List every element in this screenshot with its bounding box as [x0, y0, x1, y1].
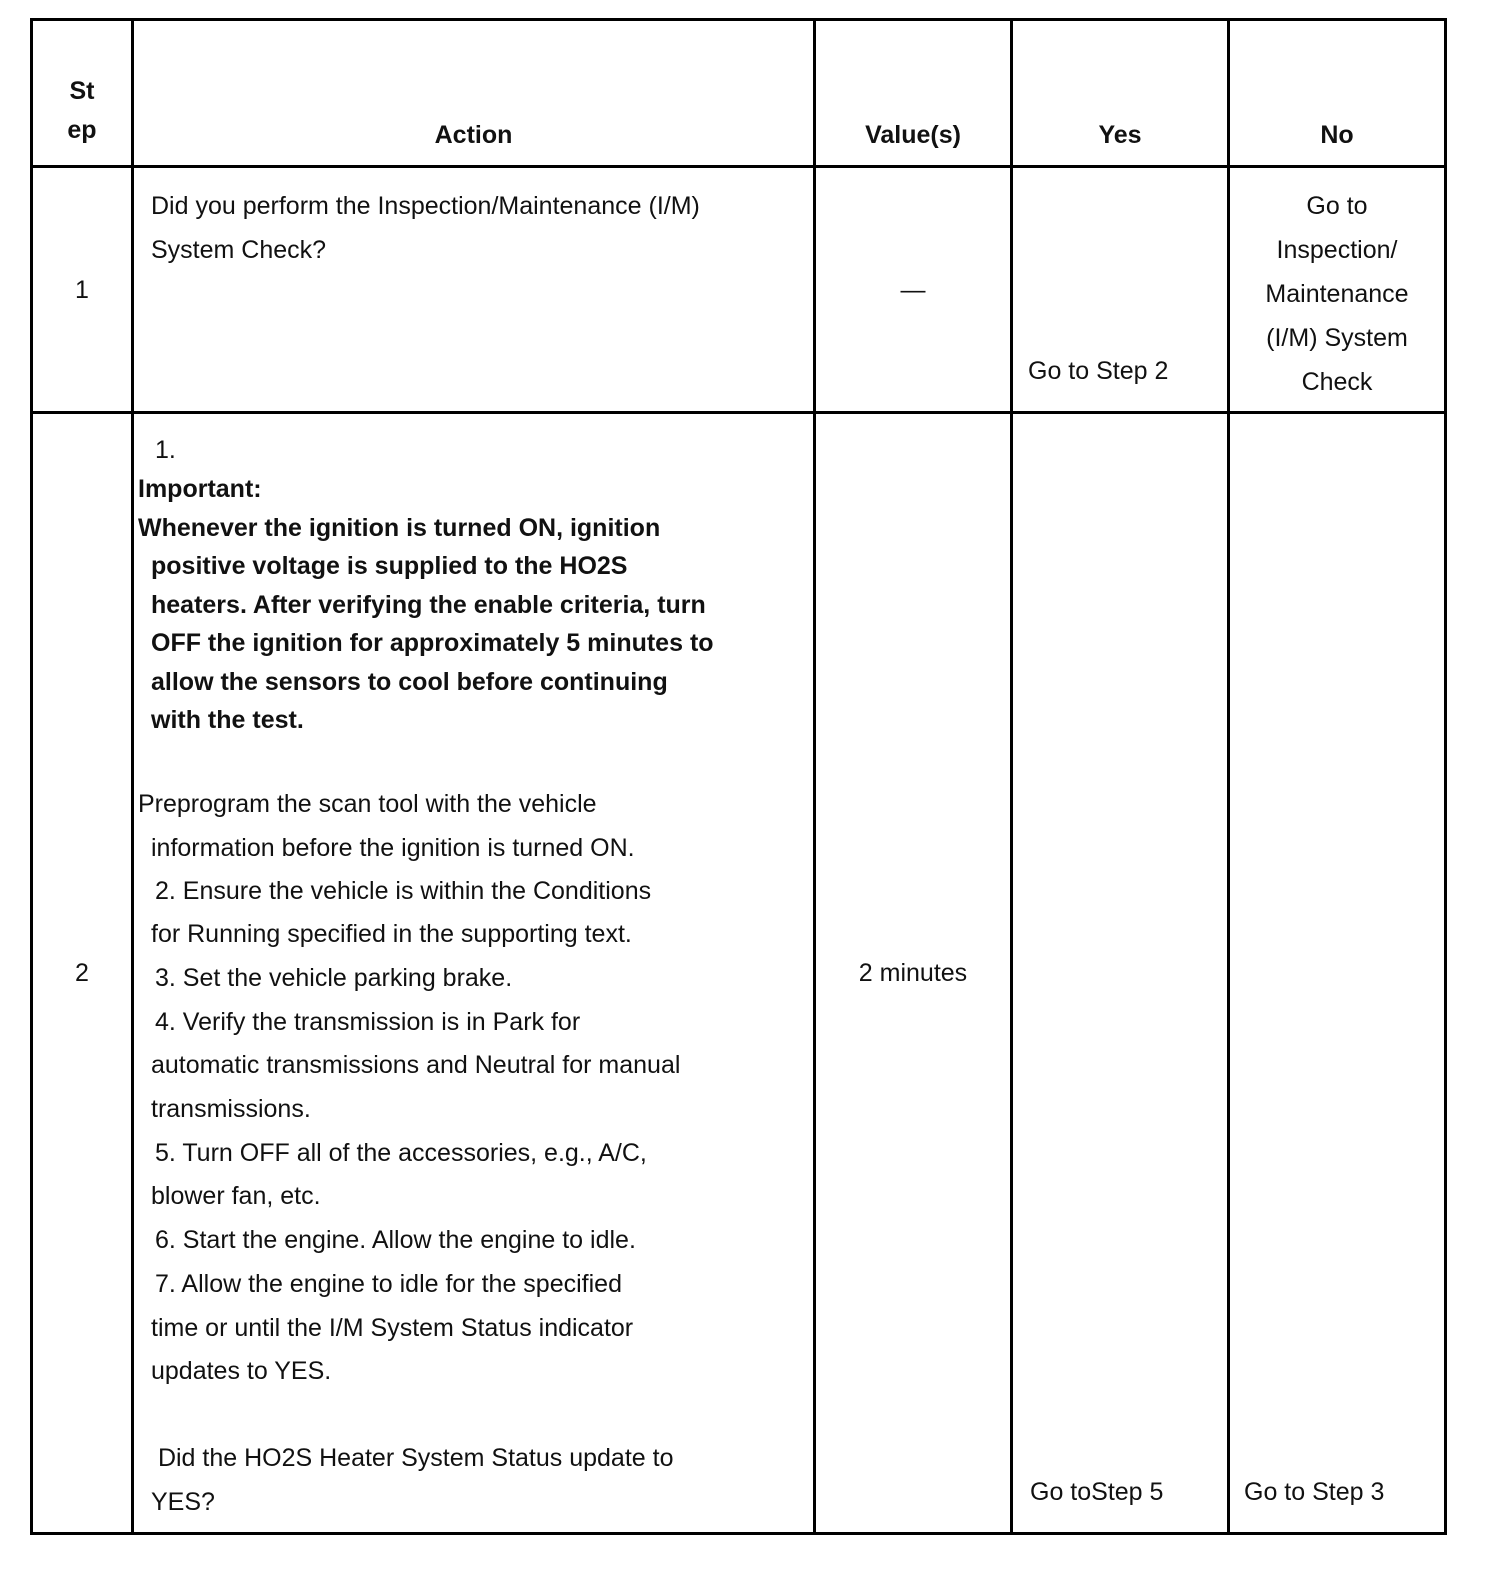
- preprogram-text: Preprogram the scan tool with the vehicle information before the ignition is turned ON.: [138, 789, 635, 862]
- list-item: 5. Turn OFF all of the accessories, e.g., A/C, blower fan, etc.: [151, 1138, 647, 1211]
- important-note: Important: Whenever the ignition is turned ON, ignition positive voltage is supplied to the HO2S heaters. After verifying the enable criteria, turn OFF the ignition for approximately 5 minutes to allow the sensors to cool before continuing with the test.: [138, 470, 803, 740]
- yes-link: Go toStep 5: [1030, 1478, 1164, 1506]
- action-cell: Did you perform the Inspection/Maintenance (I/M) System Check?: [133, 167, 815, 413]
- step-number: 2: [32, 413, 133, 1534]
- list-item: 3. Set the vehicle parking brake.: [155, 963, 513, 992]
- value-cell: —: [815, 167, 1012, 413]
- header-step: St ep: [32, 20, 133, 167]
- action-cell: [133, 413, 815, 1534]
- table-row: [32, 413, 1446, 1534]
- no-link: Go to Step 3: [1244, 1478, 1385, 1506]
- header-row: [32, 20, 1446, 167]
- step-number: 1: [32, 167, 133, 413]
- list-item: 4. Verify the transmission is in Park for automatic transmissions and Neutral for manual transmissions.: [151, 1007, 681, 1124]
- list-item: 6. Start the engine. Allow the engine to idle.: [155, 1226, 636, 1255]
- header-yes: Yes: [1012, 20, 1229, 167]
- important-label: Important:: [138, 475, 262, 503]
- yes-link: Go to Step 2: [1028, 357, 1169, 385]
- no-cell: [1229, 413, 1446, 1534]
- diagnostic-table: [30, 18, 1447, 1535]
- list-item-number: 1.: [155, 436, 176, 464]
- list-item: 7. Allow the engine to idle for the specified time or until the I/M System Status indicator updates to YES.: [151, 1269, 634, 1386]
- no-cell: Go to Inspection/ Maintenance (I/M) System Check: [1229, 167, 1446, 413]
- value-cell: 2 minutes: [815, 413, 1012, 1534]
- yes-cell: [1012, 167, 1229, 413]
- header-action: Action: [133, 20, 815, 167]
- yes-cell: [1012, 413, 1229, 1534]
- question-text: Did the HO2S Heater System Status update to YES?: [151, 1443, 674, 1516]
- header-values: Value(s): [815, 20, 1012, 167]
- list-item: 2. Ensure the vehicle is within the Conditions for Running specified in the supporting text.: [151, 876, 652, 949]
- procedure-list: [138, 870, 803, 1394]
- header-no: No: [1229, 20, 1446, 167]
- table-row: [32, 167, 1446, 413]
